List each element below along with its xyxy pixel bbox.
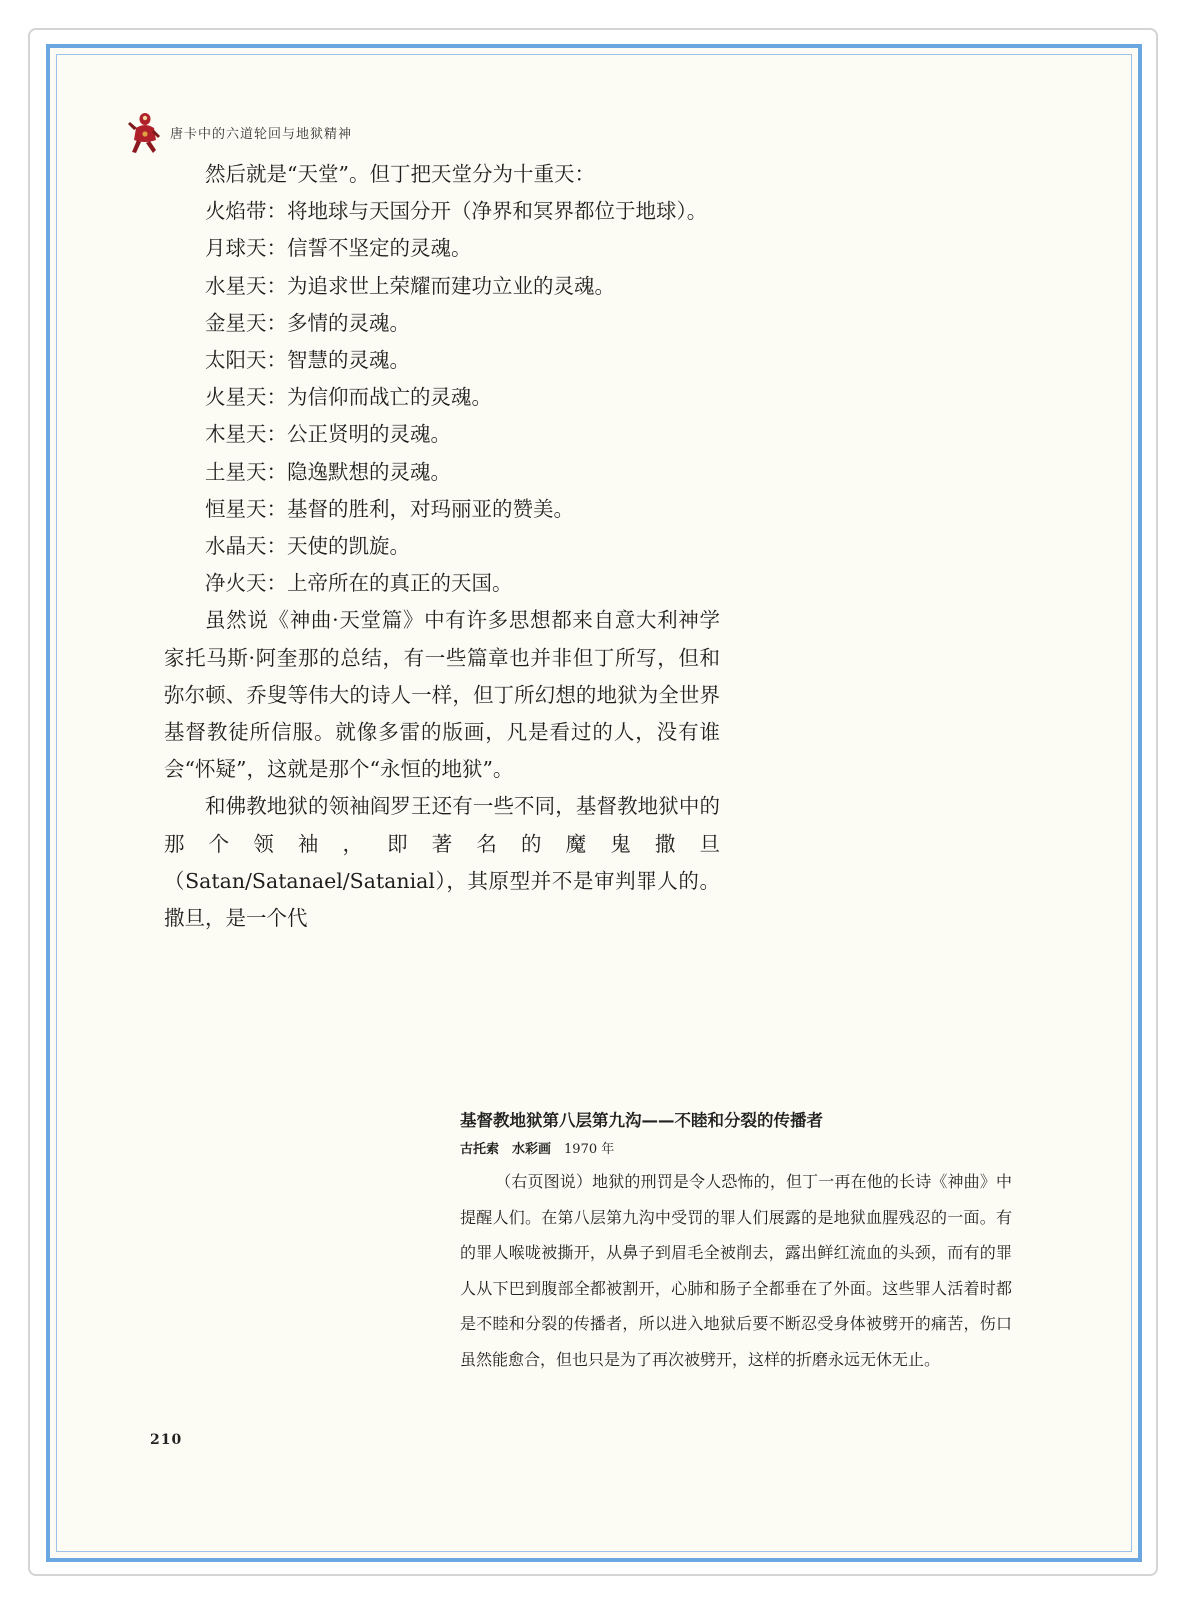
dancing-figure-icon: [126, 110, 162, 154]
paragraph: 太阳天：智慧的灵魂。: [205, 348, 410, 373]
figure-caption: [460, 1106, 1012, 1377]
page-number: 210: [150, 1432, 183, 1448]
paragraph: 恒星天：基督的胜利，对玛丽亚的赞美。: [205, 496, 574, 521]
paragraph: 水晶天：天使的凯旋。: [205, 534, 410, 559]
paragraph: 净火天：上帝所在的真正的天国。: [205, 571, 513, 596]
running-title: 唐卡中的六道轮回与地狱精神: [170, 126, 353, 142]
caption-text: （右页图说）地狱的刑罚是令人恐怖的，但丁一再在他的长诗《神曲》中提醒人们。在第八层第九沟中受罚的罪人们展露的是地狱血腥残忍的一面。有的罪人喉咙被撕开，从鼻子到眉毛全被削去，露出鲜红流血的头颈，而有的罪人从下巴到腹部全都被割开，心肺和肠子全都垂在了外面。这些罪人活着时都是不睦和分裂的传播者，所以进入地狱后要不断忍受身体被劈开的痛苦，伤口虽然能愈合，但也只是为了再次被劈开，这样的折磨永远无休无止。: [460, 1172, 1012, 1369]
paragraph: 金星天：多情的灵魂。: [205, 310, 410, 335]
paragraph: 和佛教地狱的领袖阎罗王还有一些不同，基督教地狱中的那个领袖，即著名的魔鬼撒旦（Satan/Satanael/Satanial），其原型并不是审判罪人的。撒旦，是一个代: [164, 794, 720, 931]
caption-title: 基督教地狱第八层第九沟——不睦和分裂的传播者: [460, 1111, 823, 1130]
paragraph: 然后就是“天堂”。但丁把天堂分为十重天：: [205, 162, 595, 186]
caption-artist-medium: 古托索 水彩画: [460, 1142, 552, 1157]
paragraph: 月球天：信誓不坚定的灵魂。: [205, 236, 472, 261]
paragraph: 火星天：为信仰而战亡的灵魂。: [205, 385, 492, 410]
caption-year: 1970 年: [564, 1142, 615, 1157]
paragraph: 水星天：为追求世上荣耀而建功立业的灵魂。: [205, 273, 615, 298]
paragraph: 虽然说《神曲·天堂篇》中有许多思想都来自意大利神学家托马斯·阿奎那的总结，有一些篇章也并非但丁所写，但和弥尔顿、乔叟等伟大的诗人一样，但丁所幻想的地狱为全世界基督教徒所信服。就像多雷的版画，凡是看过的人，没有谁会“怀疑”，这就是那个“永恒的地狱”。: [164, 608, 720, 782]
paragraph: 木星天：公正贤明的灵魂。: [205, 422, 451, 447]
main-text: [164, 156, 720, 937]
paragraph: 火焰带：将地球与天国分开（净界和冥界都位于地球）。: [205, 199, 708, 224]
paragraph: 土星天：隐逸默想的灵魂。: [205, 459, 451, 484]
caption-credit: [460, 1136, 1012, 1164]
running-header: [126, 112, 352, 152]
